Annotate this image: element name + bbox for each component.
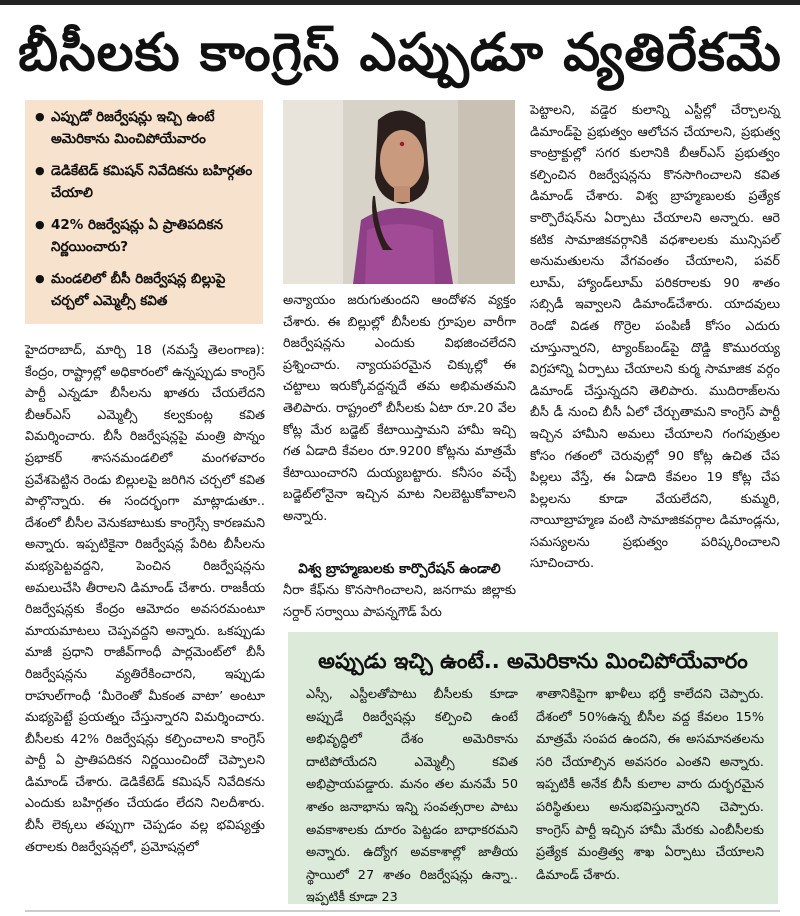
article-column-1 bbox=[25, 340, 265, 858]
highlights-box bbox=[25, 100, 263, 324]
article-column-2-continued bbox=[283, 580, 516, 623]
highlight-item: ● మండలిలో బీసీ రిజర్వేషన్ల బిల్లుపై చర్చలో ఎమ్మెల్సీ కవిత bbox=[35, 268, 259, 312]
highlight-item: ● ఎప్పుడో రిజర్వేషన్లు ఇచ్చి ఉంటే అమెరికాను మించిపోయేవారం bbox=[35, 106, 259, 150]
article-text: హైదరాబాద్, మార్చి 18 (నమస్తే తెలంగాణ): కేంద్రం, రాష్ట్రాల్లో అధికారంలో ఉన్నప్పుడు కాంగ్రెస్ పార్టీ ఎన్నడూ బీసీలను ఖాతరు చేయలేదని బీఆర్‌ఎస్ ఎమ్మెల్సీ కల్వకుంట్ల కవిత విమర్శించారు. బీసీ రిజర్వేషన్లపై మంత్రి పొన్నం ప్రభాకర్ శాసనమండలిలో మంగళవారం ప్రవేశపెట్టిన రెండు బిల్లులపై జరిగిన చర్చలో కవిత పాల్గొన్నారు. ఈ సందర్భంగా మాట్లాడుతూ.. దేశంలో బీసీల వెనుకబాటుకు కాంగ్రెస్సే కారణమని అన్నారు. ఇప్పటికైనా రిజర్వేషన్ల పేరిట బీసీలను మభ్యపెట్టవద్దని, పెంచిన రిజర్వేషన్లను అమలుచేసి తీరాలని డిమాండ్ చేశారు. రాజకీయ రిజర్వేషన్లకు కేంద్రం ఆమోదం అవసరమంటూ మాయమాటలు చెప్పవద్దని అన్నారు. ఒకప్పుడు మాజీ ప్రధాని రాజీవ్‌గాంధీ పార్లమెంట్‌లో బీసీ రిజర్వేషన్లను వ్యతిరేకించారని, ఇప్పుడు రాహుల్‌గాంధీ ‘మీరెంతో మీకంత వాటా’ అంటూ మభ్యపెట్టే ప్రయత్నం చేస్తున్నారని విమర్శించారు. బీసీలకు 42% రిజర్వేషన్లు కల్పించాలని కాంగ్రెస్ పార్టీ ఏ ప్రాతిపదికన నిర్ణయించిందో చెప్పాలని డిమాండ్ చేశారు. డెడికేటెడ్ కమిషన్ నివేదికను ఎందుకు బహిర్గతం చేయడం లేదని నిలదీశారు. బీసీ లెక్కలు తప్పుగా చెప్పడం వల్ల భవిష్యత్తు తరాలకు రిజర్వేషన్లలో, ప్రమోషన్లలో bbox=[25, 343, 265, 855]
sidebar-story-box bbox=[288, 632, 778, 904]
portrait-photo bbox=[283, 100, 515, 284]
article-column-2 bbox=[283, 290, 516, 528]
highlight-item: ● 42% రిజర్వేషన్లు ఏ ప్రాతిపదికన నిర్ణయించారు? bbox=[35, 214, 259, 258]
article-column-3 bbox=[530, 100, 780, 575]
article-text: నీరా కేఫ్‌ను కొనసాగించాలని, జనగామ జిల్లాకు సర్దార్ సర్వాయి పాపన్నగౌడ్ పేరు bbox=[283, 583, 516, 620]
box-column-1 bbox=[306, 684, 518, 910]
box-column-2 bbox=[536, 684, 764, 887]
portrait-illustration bbox=[283, 100, 515, 284]
subheading: విశ్వ బ్రాహ్మణులకు కార్పొరేషన్ ఉండాలి bbox=[298, 561, 501, 577]
top-rule bbox=[0, 0, 800, 5]
highlight-item: ● డెడికేటెడ్ కమిషన్ నివేదికను బహిర్గతం చేయాలి bbox=[35, 160, 259, 204]
bottom-rule bbox=[25, 910, 780, 912]
article-text: పెట్టాలని, వడ్డెర కులాన్ని ఎస్టీల్లో చేర్చాలన్న డిమాండ్‌పై ప్రభుత్వం ఆలోచన చేయాలని, ప్రభుత్వ కాంట్రాక్టుల్లో సగర కులానికి బీఆర్‌ఎస్ ప్రభుత్వం కల్పించిన రిజర్వేషన్లను కొనసాగించాలని కవిత డిమాండ్ చేశారు. విశ్వ బ్రాహ్మణులకు ప్రత్యేక కార్పొరేషన్‌ను ఏర్పాటు చేయాలని అన్నారు. ఆరె కటిక సామాజికవర్గానికి వధశాలలకు మున్సిపల్ అనుమతులను వేగవంతం చేయాలని, పవర్ లూమ్, హ్యాండ్‌లూమ్ పరికరాలకు 90 శాతం సబ్సిడీ ఇవ్వాలని డిమాండ్‌చేశారు. యాదవులు రెండో విడత గొర్రెల పంపిణీ కోసం ఎదురు చూస్తున్నారని, ట్యాంక్‌బండ్‌పై దొడ్డి కొమురయ్య విగ్రహాన్ని ఏర్పాటు చేయాలని కుర్మ సామాజిక వర్గం డిమాండ్ చేస్తున్నదని తెలిపారు. ముదిరాజ్‌లను బీసీ డీ నుంచి బీసీ ఏలో చేర్చుతామని కాంగ్రెస్ పార్టీ ఇచ్చిన హామీని అమలు చేయాలని గంగపుత్రుల కోసం గతంలో చెరువుల్లో 90 కోట్ల ఉచిత చేప పిల్లలు వేస్తే, ఈ ఏడాది కేవలం 19 కోట్ల చేప పిల్లలను కూడా వేయలేదని, కుమ్మరి, నాయీబ్రాహ్మణ వంటి సామాజికవర్గాల డిమాండ్లను, సమస్యలను ప్రభుత్వం పరిష్కరించాలని సూచించారు. bbox=[530, 103, 780, 572]
box-text: ఎస్సీ, ఎస్టీలతోపాటు బీసీలకు కూడా అప్పుడే రిజర్వేషన్లు కల్పించి ఉంటే అభివృద్ధిలో దేశం అమెరికాను దాటిపోయేదని ఎమ్మెల్సీ కవిత అభిప్రాయపడ్డారు. మనం తల మనమే 50 శాతం జనాభాను ఇన్ని సంవత్సరాల పాటు అవకాశాలకు దూరం పెట్టడం బాధాకరమని అన్నారు. ఉద్యోగ అవకాశాల్లో జాతీయ స్థాయిలో 27 శాతం రిజర్వేషన్లు ఉన్నా.. ఇప్పటికీ కూడా 23 bbox=[306, 687, 518, 906]
headline: బీసీలకు కాంగ్రెస్ ఎప్పుడూ వ్యతిరేకమే bbox=[18, 23, 782, 83]
box-title: అప్పుడు ఇచ్చి ఉంటే.. అమెరికాను మించిపోయేవారం bbox=[318, 649, 748, 673]
article-text: అన్యాయం జరుగుతుందని ఆందోళన వ్యక్తం చేశారు. ఈ బిల్లుల్లో బీసీలకు గ్రూపుల వారీగా రిజర్వేషన్లను ఎందుకు విభజించలేదని ప్రశ్నించారు. న్యాయపరమైన చిక్కుల్లో ఈ చట్టాలు ఇరుక్కోవద్దన్నదే తమ అభిమతమని తెలిపారు. రాష్ట్రంలో బీసీలకు ఏటా రూ.20 వేల కోట్ల మేర బడ్జెట్ కేటాయిస్తామని హామీ ఇచ్చి గత ఏడాది కేవలం రూ.9200 కోట్లను మాత్రమే కేటాయించారని దుయ్యబట్టారు. కనీసం వచ్చే బడ్జెట్‌లోనైనా ఇచ్చిన మాట నిలబెట్టుకోవాలని అన్నారు. bbox=[283, 293, 516, 524]
box-text: శాతానికిపైగా ఖాళీలు భర్తీ కాలేదని చెప్పారు. దేశంలో 50%ఉన్న బీసీల వద్ద కేవలం 15% మాత్రమే సంపద ఉందని, ఈ అసమానతలను సరి చేయాల్సిన అవసరం ఎంతని అన్నారు. ఇప్పటికీ అనేక బీసీ కులాల వారు దుర్భరమైన పరిస్థితులు అనుభవిస్తున్నారని చెప్పారు. కాంగ్రెస్ పార్టీ ఇచ్చిన హామీ మేరకు ఎంబీసీలకు ప్రత్యేక మంత్రిత్వ శాఖ ఏర్పాటు చేయాలని డిమాండ్ చేశారు. bbox=[536, 687, 764, 883]
